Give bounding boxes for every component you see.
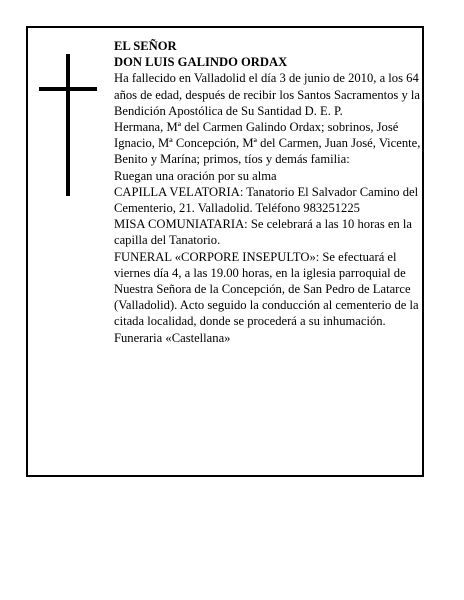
funeral-home: Funeraria «Castellana»: [114, 330, 231, 345]
notice-title: EL SEÑOR: [114, 39, 177, 53]
cross-horizontal-bar: [39, 87, 97, 91]
death-announcement: Ha fallecido en Valladolid el día 3 de junio de 2010, a los 64 años de edad, después de recibir los Santos Sacramentos y la Bendición Apostólica de Su Santidad D. E. P.: [114, 71, 421, 118]
obituary-text: [114, 38, 422, 346]
deceased-name: DON LUIS GALINDO ORDAX: [114, 55, 288, 70]
prayer-request: Ruegan una oración por su alma: [114, 168, 277, 183]
funeral-chapel-info: CAPILLA VELATORIA: Tanatorio El Salvador Camino del Cementerio, 21. Valladolid. Teléfono 983251225: [114, 184, 419, 216]
cross-vertical-bar: [66, 54, 70, 196]
family-list: Hermana, Mª del Carmen Galindo Ordax; sobrinos, José Ignacio, Mª Concepción, Mª del Carmen, Juan José, Vicente, Benito y Marína; primos, tíos y demás familia:: [114, 120, 421, 167]
funeral-info: FUNERAL «CORPORE INSEPULTO»: Se efectuará el viernes día 4, a las 19.00 horas, en la iglesia parroquial de Nuestra Señora de la Concepción, de San Pedro de Latarce (Valladolid). Acto seguido la conducción al cementerio de la citada localidad, donde se procederá a su inhumación.: [114, 249, 419, 329]
mass-info: MISA COMUNIATARIA: Se celebrará a las 10 horas en la capilla del Tanatorio.: [114, 217, 413, 248]
